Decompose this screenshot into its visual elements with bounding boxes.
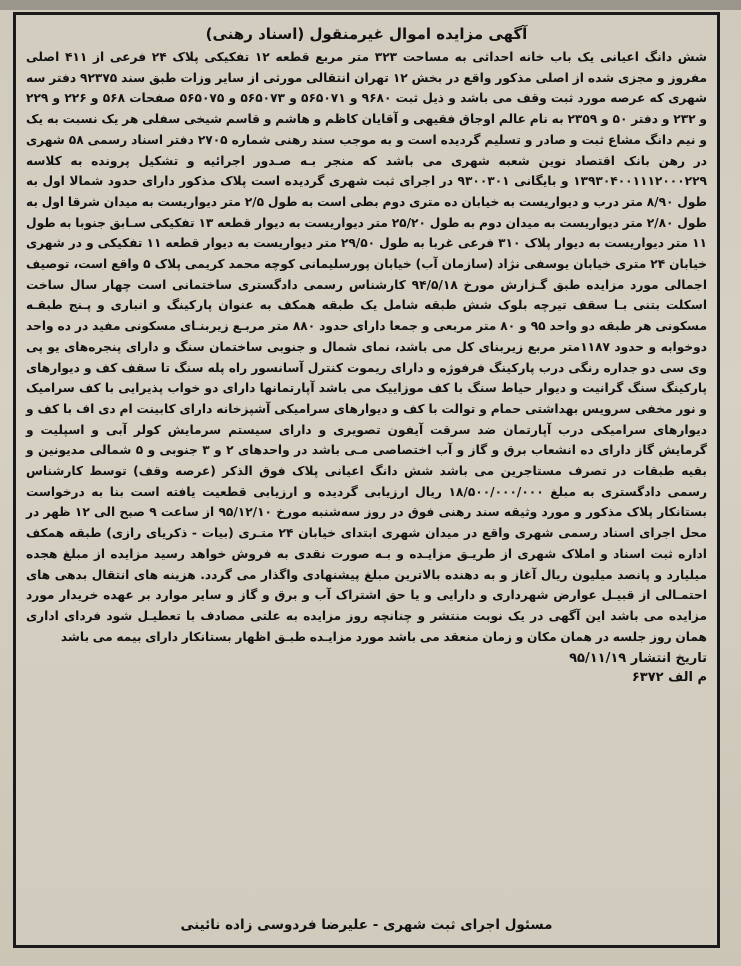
auction-notice-box bbox=[13, 12, 720, 948]
publish-date: تاریخ انتشار ۹۵/۱۱/۱۹ bbox=[569, 651, 707, 667]
signature-line: مسئول اجرای ثبت شهری - علیرضا فردوسی زاده نائینی bbox=[180, 917, 553, 933]
reference-number: م الف ۶۳۷۲ bbox=[631, 670, 707, 686]
notice-body: شش دانگ اعیانی یک باب خانه احداثی به مساحت ۳۲۳ متر مربع قطعه ۱۲ تفکیکی پلاک ۲۴ فرعی از ۴۱۱ اصلی مفروز و مجزی شده از اصلی مذکور واقع در بخش ۱۲ تهران انتقالی مورثی از سایر وزات طبق سند ۹۲۳۷۵ دفتر سه شهری که عرصه مورد ثبت وقف می باشد و ذیل ثبت ۹۶۸۰ و ۵۶۵۰۷۱ و ۵۶۵۰۷۳ و ۵۶۵۰۷۵ صفحات ۵۶۸ و ۲۲۶ و ۲۲۹ و ۲۳۲ و دفتر ۵۰ و ۲۳۵۹ به نام عالم اوجاق فقیهی و آقایان کاظم و هاشم و قاسم شیخی سفلی هر یک نسبت به یک و نیم دانگ مشاع ثبت و صادر و تسلیم گردیده است و به موجب سند رهنی شماره ۲۷۰۵ دفتر اسناد رسمی ۵۸ شهری در رهن بانک اقتصاد نوین شعبه شهری می باشد که منجر بـه صـدور اجرائیه و تشکیل پرونده به کلاسه ۱۳۹۳۰۴۰۰۱۱۱۲۰۰۰۲۲۹ و بایگانی ۹۳۰۰۳۰۱ در اجرای ثبت شهری گردیده است پلاک مذکور دارای حدود شمالا اول به طول ۸/۹۰ متر درب و دیواریست به خیابان ده متری دوم بطی است به طول ۲/۵ متر دیواریست به میدان شرقا اول به طول ۲/۸۰ متر دیواریست به میدان دوم به طول ۲۵/۲۰ متر دیواریست به دیوار قطعه ۱۳ تفکیکی سـابق جنوبا به طول ۱۱ متر دیواریست به دیوار پلاک ۳۱۰ فرعی غربا به طول ۲۹/۵۰ متر دیواریست به دیوار قطعه ۱۱ تفکیکی و در شهری خیابان ۲۴ متری خیابان یوسفی نژاد (سازمان آب) خیابان پورسلیمانی کوچه محمد کریمی پلاک ۵ واقع است، توصیف اجمالی مورد مزایده طبق گـزارش مورخ ۹۴/۵/۱۸ کارشناس رسمی دادگستری ساختمانی است چهار سال ساخت اسکلت بتنی بـا سقف تیرچه بلوک شش طبقه شامل یک طبقه همکف به عنوان پارکینگ و انباری و پـنج طبقـه مسکونی هر طبقه دو واحد ۹۵ و ۸۰ متر مربعی و جمعا دارای حدود ۸۸۰ متر مربـع زیربنـای مسکونی مفید در ده واحد دوخوابه و حدود ۱۱۸۷متر مربع زیربنای کل می باشد، نمای شمال و جنوبی ساختمان سنگ و دارای پنجره‌های یو پی وی سی دو جداره رنگی درب پارکینگ فرفوژه و دارای ریموت کنترل آسانسور راه پله سنگ تا سقف کف و دیوارهای پارکینگ سنگ گرانیت و دیوار حیاط سنگ با کف موزاییک می باشد آپارتمانها دارای دو خواب پذیرایی با کف سرامیک و نور مخفی سرویس بهداشتی حمام و توالت با کف و دیوارهای سرامیکی آشپزخانه دارای کابینت ام دی اف با کف و دیوارهای سرامیکی درب آپارتمان ضد سرقت آیفون تصویری و دارای سیستم سرمایش کولر آبی و اسپلیت و گرمایش گاز دارای ده انشعاب برق و گاز و آب اختصاصی مـی باشد در واحدهای ۲ و ۳ جنوبی و ۵ شمالی مدیونین و بقیه طبقات در تصرف مستاجرین می باشد شش دانگ اعیانی پلاک فوق الذکر (عرصه وقف) توسط کارشناس رسمی دادگستری به مبلغ ۱۸/۵۰۰/۰۰۰/۰۰۰ ریال ارزیابی گردیده و ارزیابی قطعیت یافته است بنا به درخواست بستانکار پلاک مذکور و مورد وثیقه سند رهنی فوق در روز سه‌شنبه مورخ ۹۵/۱۲/۱۰ از ساعت ۹ صبح الی ۱۲ ظهر در محل اجرای اسناد رسمی شهری واقع در میدان شهری ابتدای خیابان ۲۴ متـری (بیات - ذکریای رازی) طبقه همکف اداره ثبت اسناد و املاک شهری از طریـق مزایـده و بـه صورت نقدی به فروش خواهد رسید مزایده از مبلغ هجده میلیارد و پانصد میلیون ریال آغاز و به دهنده بالاترین مبلغ پیشنهادی واگذار می گردد. هزینه های انتقال بدهی های احتمـالی از قبیـل عوارض شهرداری و دارایی و یا حق اشتراک آب و برق و گاز و سایر موارد بر عهده خریدار مورد مزایده می باشد این آگهی در یک نوبت منتشر و چنانچه روز مزایده به علتی مصادف با تعطیـل شود فردای اداری همان روز جلسه در همان مکان و زمان منعقد می باشد مورد مزایـده طبـق اظهار بستانکار دارای بیمه می باشد bbox=[26, 50, 708, 644]
notice-footer bbox=[26, 649, 707, 687]
notice-content bbox=[26, 23, 707, 937]
notice-title: آگهی مزایده اموال غیرمنقول (اسناد رهنی) bbox=[205, 25, 528, 43]
page-edge-strip bbox=[0, 0, 741, 10]
